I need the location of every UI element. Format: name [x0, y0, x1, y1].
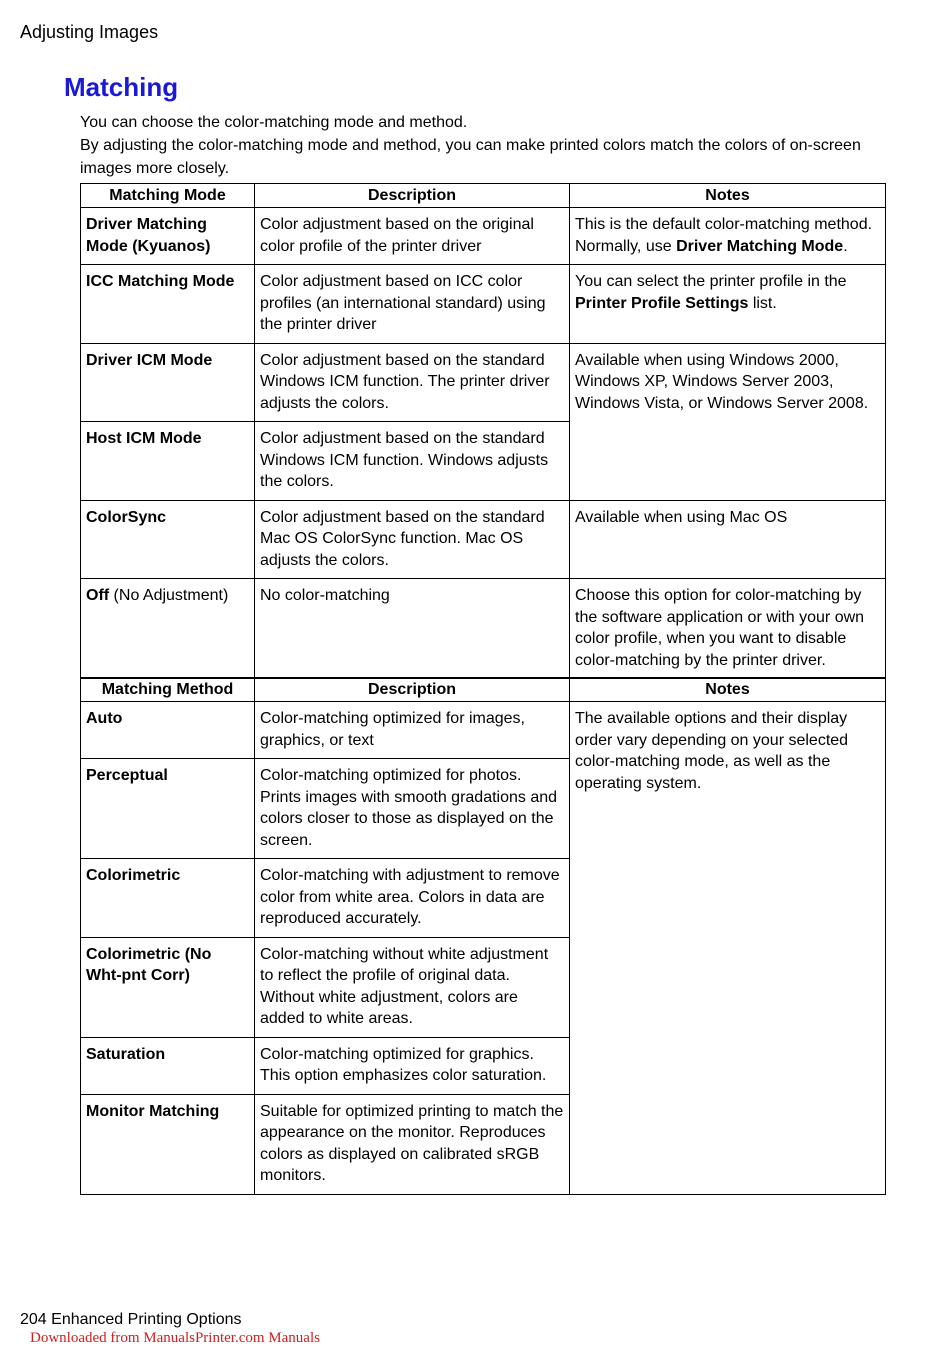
intro-line: You can choose the color-matching mode and method.: [80, 114, 468, 131]
table-row: [81, 265, 886, 344]
method-note: The available options and their display order vary depending on your selected color-matching mode, as well as the operating system.: [570, 702, 886, 1195]
table-row: [81, 343, 886, 422]
matching-method-table: [80, 677, 886, 1195]
column-header: Notes: [570, 678, 886, 702]
mode-description: Color adjustment based on the standard Windows ICM function. The printer driver adjusts the colors.: [255, 343, 570, 422]
page-footer: 204 Enhanced Printing Options: [20, 1311, 242, 1328]
note-emphasis: Printer Profile Settings: [575, 294, 749, 312]
method-description: Color-matching optimized for graphics. This option emphasizes color saturation.: [255, 1037, 570, 1094]
term-suffix: (No Adjustment): [109, 587, 229, 604]
matching-mode-table: [80, 183, 886, 679]
mode-description: Color adjustment based on the standard Mac OS ColorSync function. Mac OS adjusts the colors.: [255, 500, 570, 579]
term-emphasis: Off: [86, 587, 110, 604]
column-header: Description: [255, 678, 570, 702]
column-header: Matching Method: [81, 678, 255, 702]
column-header: Matching Mode: [81, 184, 255, 208]
mode-term: Driver Matching Mode (Kyuanos): [81, 208, 255, 265]
method-description: Color-matching optimized for photos. Prints images with smooth gradations and colors closer to those as displayed on the screen.: [255, 759, 570, 859]
intro-line: By adjusting the color-matching mode and method, you can make printed colors match the colors of on-screen images more closely.: [80, 137, 861, 177]
mode-term: ColorSync: [81, 500, 255, 579]
column-header: Notes: [570, 184, 886, 208]
mode-note: Choose this option for color-matching by the software application or with your own color profile, when you want to disable color-matching by the printer driver.: [570, 579, 886, 679]
note-text: This is the default color-matching method. Normally, use: [575, 216, 873, 255]
mode-term: ICC Matching Mode: [81, 265, 255, 344]
section-title: Matching: [64, 72, 179, 102]
note-emphasis: Driver Matching Mode: [676, 237, 844, 255]
intro-text: [80, 111, 870, 180]
note-text: list.: [748, 294, 777, 312]
note-text: You can select the printer profile in the: [575, 273, 847, 290]
table-row: [81, 702, 886, 759]
table-row: [81, 208, 886, 265]
method-term: Perceptual: [81, 759, 255, 859]
mode-description: Color adjustment based on the original color profile of the printer driver: [255, 208, 570, 265]
mode-note: [570, 265, 886, 344]
table-row: [81, 579, 886, 679]
mode-term: Host ICM Mode: [81, 422, 255, 501]
method-description: Color-matching optimized for images, graphics, or text: [255, 702, 570, 759]
method-description: Color-matching without white adjustment to reflect the profile of original data. Without white adjustment, colors are added to white areas.: [255, 937, 570, 1037]
method-term: Colorimetric (No Wht-pnt Corr): [81, 937, 255, 1037]
method-term: Saturation: [81, 1037, 255, 1094]
note-text: .: [843, 237, 848, 255]
table-row: [81, 500, 886, 579]
mode-note: [570, 208, 886, 265]
mode-description: No color-matching: [255, 579, 570, 679]
mode-note: Available when using Windows 2000, Windows XP, Windows Server 2003, Windows Vista, or Windows Server 2008.: [570, 343, 886, 500]
mode-description: Color adjustment based on ICC color profiles (an international standard) using the printer driver: [255, 265, 570, 344]
mode-description: Color adjustment based on the standard Windows ICM function. Windows adjusts the colors.: [255, 422, 570, 501]
running-head: Adjusting Images: [20, 22, 159, 42]
table-header-row: [81, 184, 886, 208]
method-term: Colorimetric: [81, 859, 255, 938]
method-description: Suitable for optimized printing to match the appearance on the monitor. Reproduces colors as displayed on calibrated sRGB monitors.: [255, 1094, 570, 1194]
method-description: Color-matching with adjustment to remove color from white area. Colors in data are reproduced accurately.: [255, 859, 570, 938]
table-header-row: [81, 678, 886, 702]
mode-term: [81, 579, 255, 679]
download-watermark[interactable]: Downloaded from ManualsPrinter.com Manuals: [30, 1330, 320, 1346]
method-term: Monitor Matching: [81, 1094, 255, 1194]
method-term: Auto: [81, 702, 255, 759]
mode-note: Available when using Mac OS: [570, 500, 886, 579]
mode-term: Driver ICM Mode: [81, 343, 255, 422]
column-header: Description: [255, 184, 570, 208]
